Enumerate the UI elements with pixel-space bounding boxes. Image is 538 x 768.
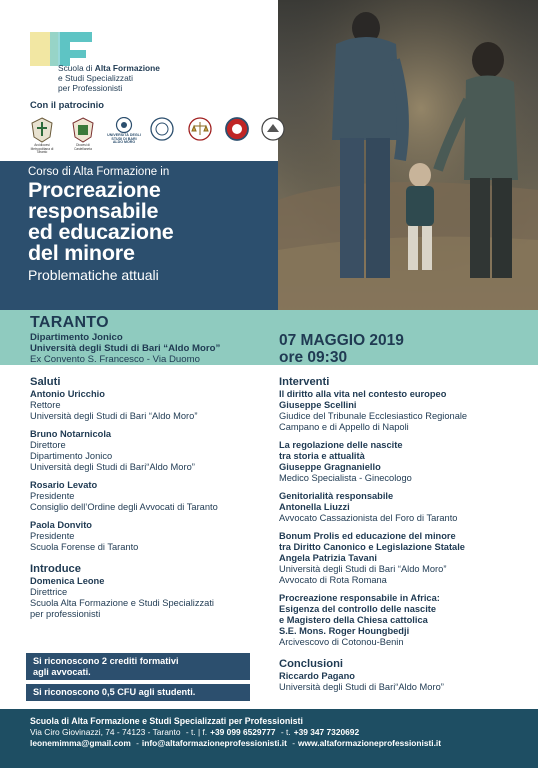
justice-scales-seal-icon: [188, 117, 212, 141]
talk-entry: La regolazione delle nascite tra storia e attualità Giuseppe Gragnaniello Medico Specialista - Ginecologo: [279, 440, 412, 483]
talk-entry: Genitorialità responsabile Antonella Liuzzi Avvocato Cassazionista del Foro di Taranto: [279, 491, 458, 523]
speaker-entry: Paola Donvito Presidente Scuola Forense di Taranto: [30, 520, 139, 552]
patron-archdiocese: Arcidiocesi Metropolitana di Taranto: [26, 117, 58, 155]
patron-bar-association: [221, 117, 253, 141]
footer-website-link[interactable]: www.altaformazioneprofessionisti.it: [298, 738, 442, 748]
footer-mobile[interactable]: +39 347 7320692: [293, 727, 360, 737]
patron-association: [146, 117, 178, 141]
venue-info: [30, 314, 220, 365]
event-date: 07 MAGGIO 2019: [279, 332, 404, 349]
family-walking-photo: [278, 0, 538, 310]
patron-forensic-school: [257, 117, 289, 141]
footer-email-personal[interactable]: leonemimma@gmail.com: [30, 738, 131, 748]
lawyer-credits-badge: Si riconoscono 2 crediti formativi agli avvocati.: [26, 653, 250, 680]
course-title-panel: [0, 161, 278, 310]
patron-university: UNIVERSITÀ DEGLI STUDI DI BARI ALDO MORO: [106, 117, 142, 145]
talk-entry: Bonum Prolis ed educazione del minore tra Diritto Canonico e Legislazione Statale Angela Patrizia Tavani Università degli Studi di Bari “Aldo Moro” Avvocato di Rota Romana: [279, 531, 465, 585]
conclusioni-heading: Conclusioni: [279, 658, 344, 670]
forensic-school-seal-icon: [261, 117, 285, 141]
course-title: Procreazione responsabile ed educazione del minore: [28, 178, 174, 265]
interventi-heading: Interventi: [279, 376, 330, 388]
venue-university: Università degli Studi di Bari “Aldo Moro”: [30, 343, 221, 354]
venue-band: [0, 310, 538, 365]
credits-info: [26, 653, 250, 701]
course-label: Corso di Alta Formazione in: [28, 166, 170, 178]
venue-address: Ex Convento S. Francesco - Via Duomo: [30, 354, 200, 365]
program-right-column: [279, 376, 529, 693]
talk-entry: Il diritto alla vita nel contesto europeo Giuseppe Scellini Giudice del Tribunale Ecclesiastico Regionale Campano e di Appello di Napoli: [279, 389, 468, 432]
footer-address: Via Ciro Giovinazzi, 74 - 74123 - Taranto: [30, 727, 181, 737]
association-seal-icon: [150, 117, 174, 141]
bar-association-seal-icon: [225, 117, 249, 141]
footer-phone[interactable]: +39 099 6529777: [210, 727, 276, 737]
patron-logos: [26, 117, 288, 161]
university-seal-icon: [115, 117, 133, 133]
venue-department: Dipartimento Jonico: [30, 332, 123, 343]
footer-contacts: Via Ciro Giovinazzi, 74 - 74123 - Taranto - t. | f. +39 099 6529777 - t. +39 347 7320692: [30, 727, 360, 737]
event-datetime: [279, 332, 404, 366]
archdiocese-crest-icon: [31, 117, 53, 143]
footer-school-name: Scuola di Alta Formazione e Studi Specializzati per Professionisti: [30, 716, 303, 726]
footer: [0, 709, 538, 768]
school-name: Scuola di Alta Formazione e Studi Specializzati per Professionisti: [58, 63, 160, 93]
footer-web: leonemimma@gmail.com - info@altaformazioneprofessionisti.it - www.altaformazioneprofessionisti.it: [30, 738, 442, 748]
course-subtitle: Problematiche attuali: [28, 267, 159, 283]
speaker-entry: Antonio Uricchio Rettore Università degli Studi di Bari “Aldo Moro”: [30, 389, 198, 421]
patron-diocese: Diocesi di Castellaneta: [67, 117, 99, 151]
talk-entry: Procreazione responsabile in Africa: Esigenza del controllo delle nascite e Magistero della Chiesa cattolica S.E. Mons. Roger Houngbedji Arcivescovo di Cotonou-Benin: [279, 593, 440, 647]
speaker-entry: Rosario Levato Presidente Consiglio dell’Ordine degli Avvocati di Taranto: [30, 480, 218, 512]
student-credits-badge: Si riconoscono 0,5 CFU agli studenti.: [26, 684, 250, 701]
venue-city: TARANTO: [30, 314, 109, 331]
diocese-crest-icon: [72, 117, 94, 143]
speaker-entry: Bruno Notarnicola Direttore Dipartimento Jonico Università degli Studi di Bari“Aldo Moro”: [30, 429, 195, 472]
family-photo-illustration: [278, 0, 538, 310]
patron-justice: [184, 117, 216, 141]
speaker-entry: Domenica Leone Direttrice Scuola Alta Formazione e Studi Specializzati per professionisti: [30, 576, 214, 619]
patronage-label: Con il patrocinio: [30, 99, 104, 110]
program-left-column: [30, 376, 280, 620]
event-time: ore 09:30: [279, 349, 348, 366]
saluti-heading: Saluti: [30, 376, 61, 388]
speaker-entry: Riccardo Pagano Università degli Studi di Bari“Aldo Moro”: [279, 671, 444, 692]
introduce-heading: Introduce: [30, 563, 81, 575]
footer-email-info[interactable]: info@altaformazioneprofessionisti.it: [141, 738, 287, 748]
